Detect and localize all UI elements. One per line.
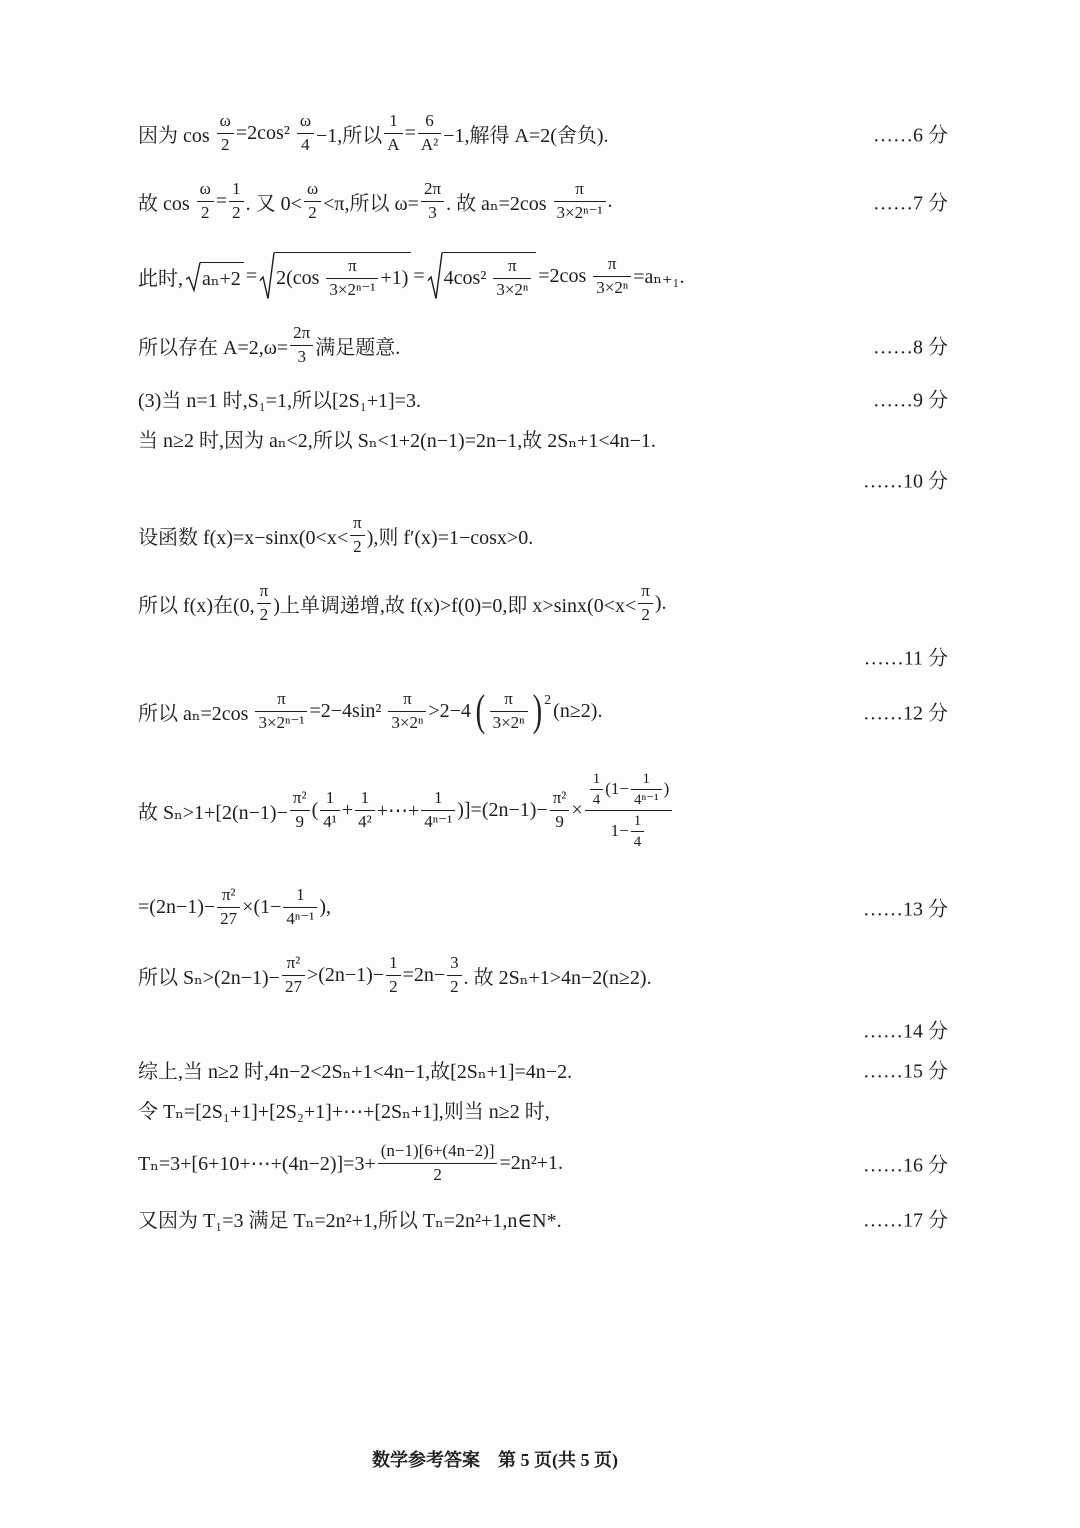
square-root bbox=[427, 252, 537, 300]
math-text: 2(cos bbox=[276, 266, 325, 289]
fraction-denominator: A bbox=[384, 133, 402, 155]
fraction bbox=[386, 953, 401, 997]
fraction-numerator: π bbox=[504, 689, 513, 709]
fraction bbox=[355, 788, 375, 832]
math-text: 令 Tₙ=[2S₁+1]+[2S₂+1]+⋯+[2Sₙ+1],则当 n≥2 时, bbox=[138, 1100, 550, 1123]
fraction bbox=[255, 689, 307, 733]
fraction bbox=[638, 581, 653, 625]
math-text: 设函数 f(x)=x−sinx(0<x< bbox=[138, 526, 349, 549]
square-root bbox=[259, 252, 411, 300]
fraction bbox=[418, 111, 441, 155]
math-text: 4cos² bbox=[443, 266, 492, 289]
math-text: 此时, bbox=[138, 267, 183, 290]
fraction bbox=[493, 256, 531, 300]
fraction-numerator: 1 bbox=[642, 770, 650, 787]
fraction bbox=[217, 111, 234, 155]
math-text: . 故 aₙ=2cos bbox=[446, 192, 552, 215]
fraction-denominator: 4 bbox=[631, 831, 645, 851]
fraction-numerator: π² bbox=[552, 788, 567, 808]
fraction-denominator: 4 bbox=[297, 133, 314, 155]
math-text: −1,所以 bbox=[316, 124, 383, 147]
math-text: 当 n≥2 时,因为 aₙ<2,所以 Sₙ<1+2(n−1)=2n−1,故 2Sₙ+1<4n−1. bbox=[138, 429, 656, 452]
fraction-numerator: π bbox=[348, 256, 357, 276]
math-text: 所以 Sₙ>(2n−1)− bbox=[138, 966, 280, 989]
fraction bbox=[554, 179, 606, 223]
fraction-numerator: π bbox=[641, 581, 650, 601]
math-text: 因为 cos bbox=[138, 124, 215, 147]
fraction bbox=[257, 581, 272, 625]
math-text: 又因为 T₁=3 满足 Tₙ=2n²+1,所以 Tₙ=2n²+1,n∈N*. bbox=[138, 1209, 562, 1232]
fraction bbox=[490, 689, 528, 733]
math-text: = bbox=[245, 264, 258, 287]
math-text: (1− bbox=[605, 778, 629, 798]
fraction-numerator: 2π bbox=[293, 323, 311, 343]
fraction bbox=[421, 788, 455, 832]
fraction-numerator: π² bbox=[292, 788, 307, 808]
fraction-numerator: π bbox=[277, 689, 286, 709]
fraction-denominator: A² bbox=[418, 133, 441, 155]
solution-line bbox=[138, 626, 948, 686]
fraction-denominator: 27 bbox=[282, 975, 305, 997]
math-text: −1,解得 A=2(舍负). bbox=[443, 124, 609, 147]
math-text: =2cos bbox=[538, 264, 592, 287]
math-text: . bbox=[607, 189, 613, 212]
fraction bbox=[384, 111, 402, 155]
score-label: ……13 分 bbox=[863, 898, 948, 921]
math-text: )]=(2n−1)− bbox=[457, 798, 548, 821]
fraction-denominator: 4ⁿ⁻¹ bbox=[283, 907, 317, 929]
fraction-denominator: 2 bbox=[197, 201, 214, 223]
math-text: >2−4 bbox=[428, 699, 471, 722]
math-text: =2cos² bbox=[235, 121, 295, 144]
math-text: =aₙ₊₁. bbox=[633, 265, 685, 288]
fraction-numerator: π bbox=[607, 254, 617, 274]
fraction-denominator: 2 bbox=[217, 133, 234, 155]
solution-line bbox=[138, 103, 948, 163]
math-text: )上单调递增,故 f(x)>f(0)=0,即 x>sinx(0<x< bbox=[273, 594, 637, 617]
fraction bbox=[217, 885, 240, 929]
score-label: ……7 分 bbox=[873, 192, 948, 215]
fraction-denominator: 3×2ⁿ bbox=[490, 711, 528, 733]
fraction-numerator: π bbox=[403, 689, 412, 709]
fraction bbox=[388, 689, 426, 733]
math-text: = bbox=[215, 189, 228, 212]
left-parenthesis: ( bbox=[475, 686, 485, 735]
math-text: ),则 f′(x)=1−cosx>0. bbox=[366, 526, 534, 549]
fraction-denominator: 3×2ⁿ bbox=[493, 278, 531, 300]
solution-line bbox=[138, 1079, 948, 1139]
right-parenthesis: ) bbox=[532, 686, 542, 735]
math-text: ) bbox=[663, 778, 670, 798]
fraction bbox=[304, 179, 321, 223]
square-root bbox=[185, 262, 244, 291]
score-label: ……6 分 bbox=[873, 124, 948, 147]
fraction-denominator: 27 bbox=[217, 907, 240, 929]
math-text: 所以 aₙ=2cos bbox=[138, 702, 254, 725]
solution-line bbox=[138, 945, 948, 1005]
math-text: 故 Sₙ>1+[2(n−1)− bbox=[138, 801, 288, 824]
solution-line bbox=[138, 449, 948, 509]
fraction-denominator: 3×2ⁿ⁻¹ bbox=[554, 201, 606, 223]
fraction bbox=[282, 953, 305, 997]
fraction bbox=[320, 788, 340, 832]
fraction bbox=[297, 111, 314, 155]
exponent: 2 bbox=[544, 693, 552, 708]
fraction-numerator: ω bbox=[199, 179, 211, 199]
fraction-denominator: 2 bbox=[638, 603, 653, 625]
fraction-denominator: 2 bbox=[350, 535, 365, 557]
fraction bbox=[290, 788, 310, 832]
radicand bbox=[274, 252, 411, 300]
fraction bbox=[326, 256, 378, 300]
fraction-numerator: 1 bbox=[434, 788, 443, 808]
solution-line bbox=[138, 1133, 948, 1193]
fraction-numerator: 1 bbox=[360, 788, 370, 808]
fraction bbox=[447, 953, 462, 997]
fraction bbox=[593, 254, 631, 298]
fraction-numerator: 2π bbox=[423, 179, 442, 199]
fraction-denominator: 4² bbox=[355, 810, 375, 832]
fraction-denominator: 3×2ⁿ bbox=[593, 276, 631, 298]
fraction-denominator: 2 bbox=[229, 201, 244, 223]
solution-line bbox=[138, 770, 948, 850]
fraction bbox=[283, 885, 317, 929]
fraction-numerator: 1 bbox=[592, 770, 601, 787]
math-text: ( bbox=[311, 798, 319, 821]
fraction-denominator: 3 bbox=[290, 345, 313, 367]
math-text: +⋯+ bbox=[376, 799, 420, 822]
fraction-numerator: π² bbox=[286, 953, 301, 973]
math-text: =2n− bbox=[402, 963, 446, 986]
score-label: ……11 分 bbox=[863, 647, 948, 670]
fraction bbox=[378, 1141, 498, 1185]
fraction bbox=[631, 812, 645, 851]
score-label: ……17 分 bbox=[863, 1209, 948, 1232]
score-label: ……10 分 bbox=[863, 470, 948, 493]
fraction bbox=[550, 788, 570, 832]
compound-fraction bbox=[585, 770, 673, 851]
fraction-numerator: 1 bbox=[296, 885, 305, 905]
fraction-denominator: 4ⁿ⁻¹ bbox=[421, 810, 455, 832]
math-text: (n≥2). bbox=[553, 699, 603, 722]
math-text: <π,所以 ω= bbox=[323, 192, 419, 215]
score-label: ……15 分 bbox=[863, 1060, 948, 1083]
radicand bbox=[442, 252, 537, 300]
fraction-numerator: ω bbox=[219, 111, 231, 131]
fraction bbox=[197, 179, 214, 223]
fraction bbox=[290, 323, 313, 367]
fraction-denominator: 2 bbox=[257, 603, 272, 625]
math-text: +1) bbox=[380, 266, 409, 289]
solution-line bbox=[138, 573, 948, 633]
math-text: 满足题意. bbox=[315, 336, 401, 359]
fraction-numerator: (n−1)[6+(4n−2)] bbox=[380, 1141, 495, 1161]
radicand bbox=[200, 262, 244, 291]
math-text: + bbox=[341, 798, 354, 821]
math-text: . 故 2Sₙ+1>4n−2(n≥2). bbox=[463, 966, 652, 989]
fraction-numerator: π bbox=[575, 179, 584, 199]
fraction-denominator: 9 bbox=[290, 810, 310, 832]
fraction-numerator: ω bbox=[299, 111, 312, 131]
fraction-numerator: 1 bbox=[325, 788, 335, 808]
fraction bbox=[421, 179, 444, 223]
solution-line bbox=[138, 1188, 948, 1248]
math-text: ), bbox=[319, 895, 331, 918]
fraction-denominator: 2 bbox=[378, 1163, 498, 1185]
fraction-denominator: 2 bbox=[386, 975, 401, 997]
solution-line bbox=[138, 877, 948, 937]
solution-line bbox=[138, 315, 948, 375]
fraction-denominator: 2 bbox=[304, 201, 321, 223]
fraction-denominator: 3 bbox=[421, 201, 444, 223]
fraction-numerator: 1 bbox=[232, 179, 241, 199]
math-text: 所以 f(x)在(0, bbox=[138, 594, 255, 617]
solution-line bbox=[138, 681, 948, 741]
fraction-numerator: π bbox=[353, 513, 362, 533]
math-text: × bbox=[571, 798, 583, 821]
solution-line bbox=[138, 505, 948, 565]
fraction-numerator: 3 bbox=[450, 953, 459, 973]
math-text: 所以存在 A=2,ω= bbox=[138, 336, 289, 359]
fraction-numerator: 1 bbox=[389, 953, 398, 973]
fraction-denominator: 4¹ bbox=[320, 810, 340, 832]
fraction-denominator: 3×2ⁿ⁻¹ bbox=[326, 278, 378, 300]
math-text: 故 cos bbox=[138, 192, 195, 215]
math-text: = bbox=[404, 121, 416, 144]
fraction-denominator bbox=[585, 810, 673, 851]
score-label: ……14 分 bbox=[863, 1020, 948, 1043]
fraction-numerator: 6 bbox=[425, 111, 434, 131]
math-text: 综上,当 n≥2 时,4n−2<2Sₙ+1<4n−1,故[2Sₙ+1]=4n−2. bbox=[138, 1060, 573, 1083]
score-label: ……8 分 bbox=[873, 336, 948, 359]
fraction-numerator: π² bbox=[221, 885, 236, 905]
fraction-denominator: 3×2ⁿ bbox=[388, 711, 426, 733]
fraction-numerator bbox=[585, 770, 673, 810]
math-text: >(2n−1)− bbox=[306, 963, 385, 986]
fraction bbox=[590, 770, 604, 809]
math-text: =(2n−1)− bbox=[138, 895, 216, 918]
fraction-denominator: 9 bbox=[550, 810, 570, 832]
fraction bbox=[350, 513, 365, 557]
radical-sign bbox=[427, 252, 443, 300]
score-label: ……16 分 bbox=[863, 1154, 948, 1177]
squared-parenthesis-group bbox=[473, 686, 552, 735]
radical-sign bbox=[185, 262, 201, 291]
fraction-denominator: 2 bbox=[447, 975, 462, 997]
math-text: ×(1− bbox=[242, 895, 282, 918]
math-text: (3)当 n=1 时,S₁=1,所以[2S₁+1]=3. bbox=[138, 389, 421, 412]
fraction-numerator: π bbox=[508, 256, 517, 276]
math-text: Tₙ=3+[6+10+⋯+(4n−2)]=3+ bbox=[138, 1152, 376, 1175]
math-text: . 又 0< bbox=[245, 192, 302, 215]
fraction-numerator: π bbox=[259, 581, 269, 601]
math-text: =2−4sin² bbox=[309, 699, 387, 722]
radical-sign bbox=[259, 252, 275, 300]
solution-line bbox=[138, 171, 948, 231]
fraction bbox=[631, 770, 662, 809]
math-text: 1− bbox=[610, 820, 629, 840]
solution-line bbox=[138, 246, 948, 306]
math-text: = bbox=[413, 264, 425, 287]
fraction-numerator: 1 bbox=[389, 111, 398, 131]
fraction-denominator: 4 bbox=[590, 789, 604, 809]
math-text: aₙ+2 bbox=[202, 267, 241, 290]
fraction-numerator: ω bbox=[306, 179, 319, 199]
fraction-numerator: 1 bbox=[633, 812, 642, 829]
page-footer: 数学参考答案 第 5 页(共 5 页) bbox=[372, 1450, 618, 1470]
math-text: ). bbox=[654, 591, 667, 614]
score-label: ……9 分 bbox=[873, 389, 948, 412]
fraction-denominator: 3×2ⁿ⁻¹ bbox=[255, 711, 307, 733]
fraction-denominator: 4ⁿ⁻¹ bbox=[631, 789, 662, 809]
math-text: =2n²+1. bbox=[499, 1151, 564, 1174]
fraction bbox=[229, 179, 244, 223]
score-label: ……12 分 bbox=[863, 702, 948, 725]
